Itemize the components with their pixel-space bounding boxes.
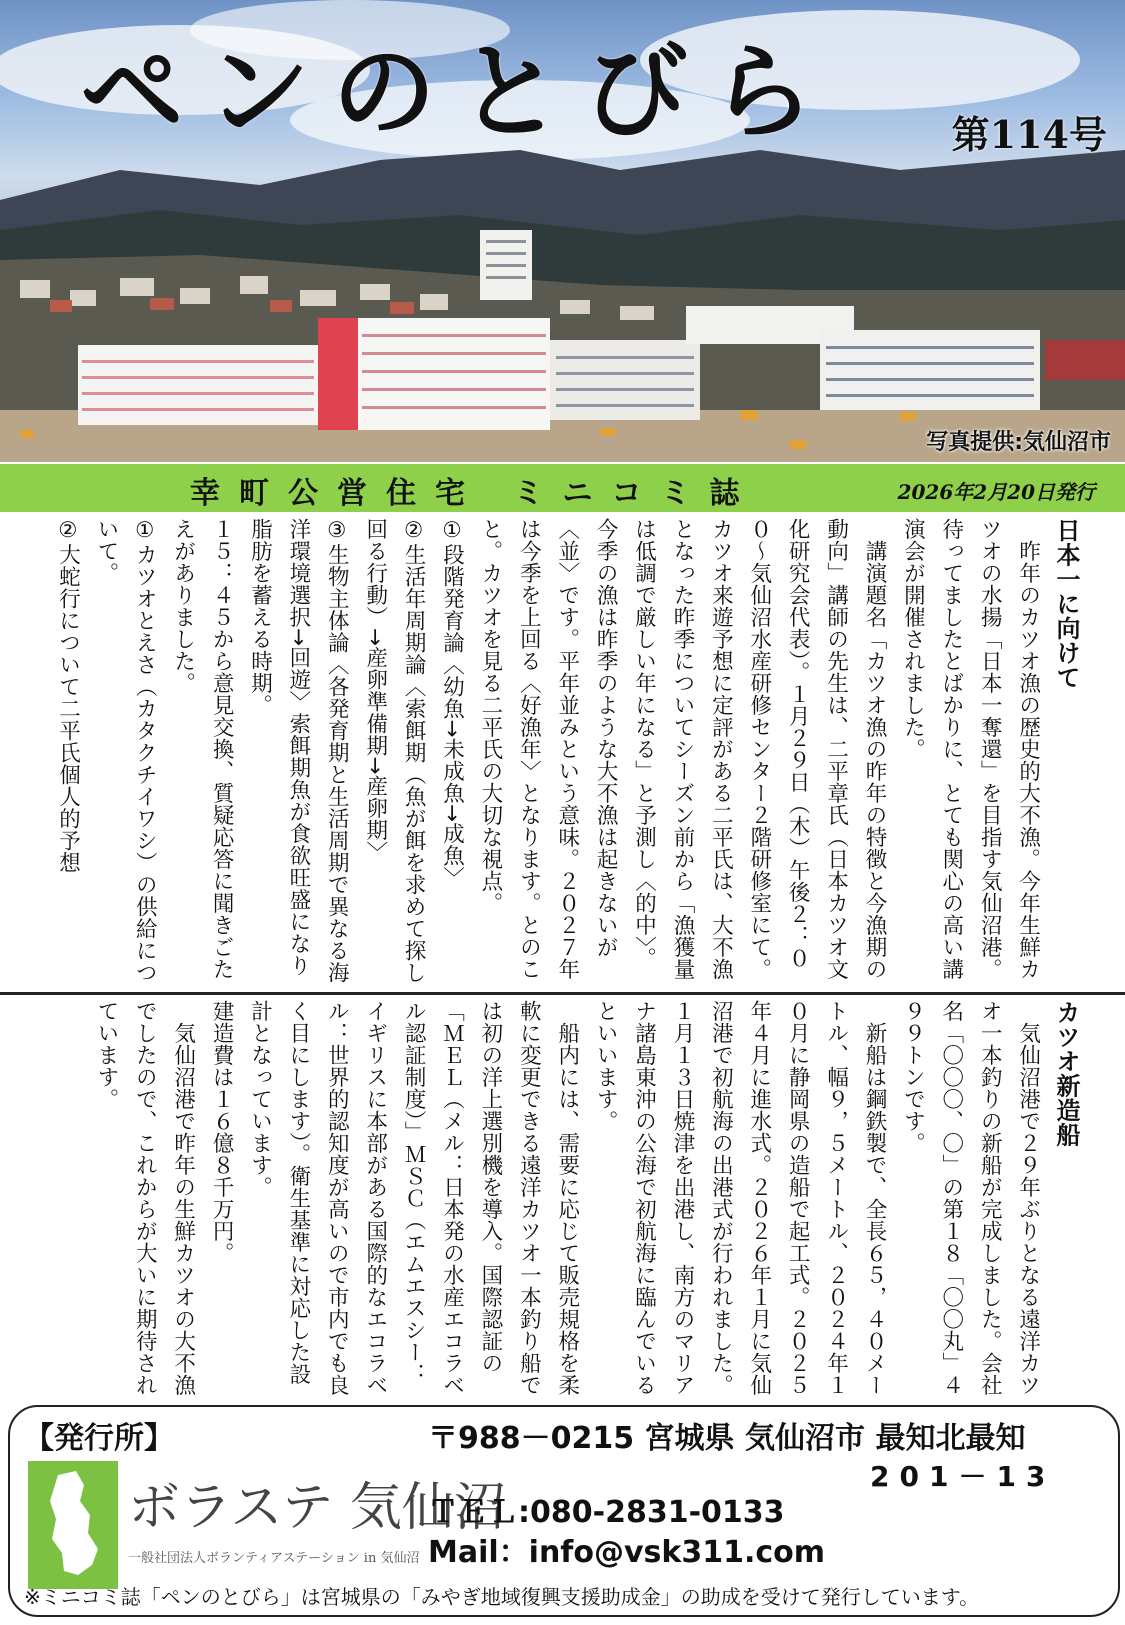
newsletter-title: ペンのとびら — [80, 30, 837, 153]
publisher-label: 【発行所】 — [24, 1421, 174, 1456]
header-photo — [0, 0, 1125, 462]
article-paragraph: 船内には、需要に応じて販売規格を柔軟に変更できる遠洋カツオ一本釣り船では初の洋上選別機を導入。国際認証の「ＭＥＬ（メル：日本発の水産エコラベル認証制度）」ＭＳＣ（エムエスシー：イギリスに本部がある国際的なエコラベル：世界的認知度が高いので市内でも良く目にします）。衛生基準に対応した設計となっています。 — [247, 1000, 580, 1396]
article-paragraph: 気仙沼港で昨年の生鮮カツオの大不漁でしたので、これからが大いに期待されています。 — [93, 1000, 196, 1396]
masthead-band — [0, 464, 1125, 512]
address-line: 〒988－0215 宮城県 気仙沼市 最知北最知 — [428, 1421, 1026, 1456]
article-list-item: ②大蛇行について二平氏個人的予想 — [55, 518, 81, 874]
issue-number: 第114号 — [951, 112, 1107, 157]
section-divider — [0, 992, 1125, 995]
article-heading: カツオ新造船 — [1052, 1000, 1080, 1147]
article-list-item: ③生物主体論〈各発育期と生活周期で異なる海洋環境選択→回遊〉索餌期魚が食欲旺盛になり脂肪を蓄える時期。 — [247, 518, 350, 984]
funding-note: ※ミニコミ誌「ペンのとびら」は宮城県の「みやぎ地域復興支援助成金」の助成を受けて発行しています。 — [24, 1585, 980, 1609]
issue-date: 2026年2月20日発行 — [897, 480, 1095, 504]
masthead-subtitle: 幸町公営住宅 ミニコミ誌 — [190, 476, 759, 511]
email-link[interactable]: Mail：info@vsk311.com — [428, 1535, 826, 1570]
org-name: ボラステ 気仙沼 — [128, 1478, 506, 1538]
article-new-bonito-boat — [85, 1000, 1085, 1398]
article-list-item: ②生活年周期論〈索餌期（魚が餌を求めて探し回る行動）→産卵準備期→産卵期〉 — [362, 518, 427, 984]
article-paragraph: 講演題名「カツオ漁の昨年の特徴と今漁期の動向」講師の先生は、二平章氏（日本カツオ文化研究会代表）。１月２９日（木）午後２：００～気仙沼水産研修センター２階研修室にて。カツオ来遊予想に定評がある二平氏は、大不漁となった昨季についてシーズン前から「漁獲量は低調で厳しい年になる」と予測し〈的中〉。今季の漁は昨季のような大不漁は起きないが〈並〉です。平年並みという意味。２０２７年は今季を上回る〈好漁年〉となります。とのこと。カツオを見る二平氏の大切な視点。 — [477, 518, 887, 980]
article-paragraph: 建造費は１６億８千万円。 — [209, 1000, 235, 1264]
address-number: 201－13 — [870, 1460, 1056, 1493]
article-paragraph: 昨年のカツオ漁の歴史的大不漁。今年生鮮カツオの水揚「日本一奪還」を目指す気仙沼港。待ってましたとばかりに、とても関心の高い講演会が開催されました。 — [900, 518, 1041, 980]
publisher-box — [8, 1405, 1120, 1617]
article-paragraph: 気仙沼港で２９年ぶりとなる遠洋カツオ一本釣りの新船が完成しました。会社名「〇〇〇、〇」の第１８「〇〇丸」４９９トンです。 — [900, 1000, 1041, 1396]
article-paragraph: 新船は鋼鉄製で、全長６５，４０メートル、幅９，５メートル、２０２４年１０月に静岡県の造船で起工式。２０２５年４月に進水式。２０２６年１月に気仙沼港で初航海の出港式が行われました。１月１３日焼津を出港し、南方のマリアナ諸島東沖の公海で初航海に臨んでいるといいます。 — [593, 1000, 887, 1396]
article-heading: 日本一に向けて — [1052, 518, 1080, 690]
photo-credit: 写真提供:気仙沼市 — [926, 430, 1111, 455]
article-list-item: ①カツオとえさ（カタクチイワシ）の供給について。 — [93, 518, 158, 984]
article-list-item: ①段階発育論〈幼魚→未成魚→成魚〉 — [439, 518, 465, 889]
article-paragraph: １５：４５から意見交換、質疑応答に聞きごたえがありました。 — [170, 518, 235, 980]
article-japan-number-one — [0, 518, 1085, 990]
phone-number: ＴＥＬ:080-2831-0133 — [428, 1495, 785, 1530]
org-fullname: 一般社団法人ボランティアステーション in 気仙沼 — [128, 1551, 420, 1566]
org-logo-icon — [28, 1461, 118, 1589]
